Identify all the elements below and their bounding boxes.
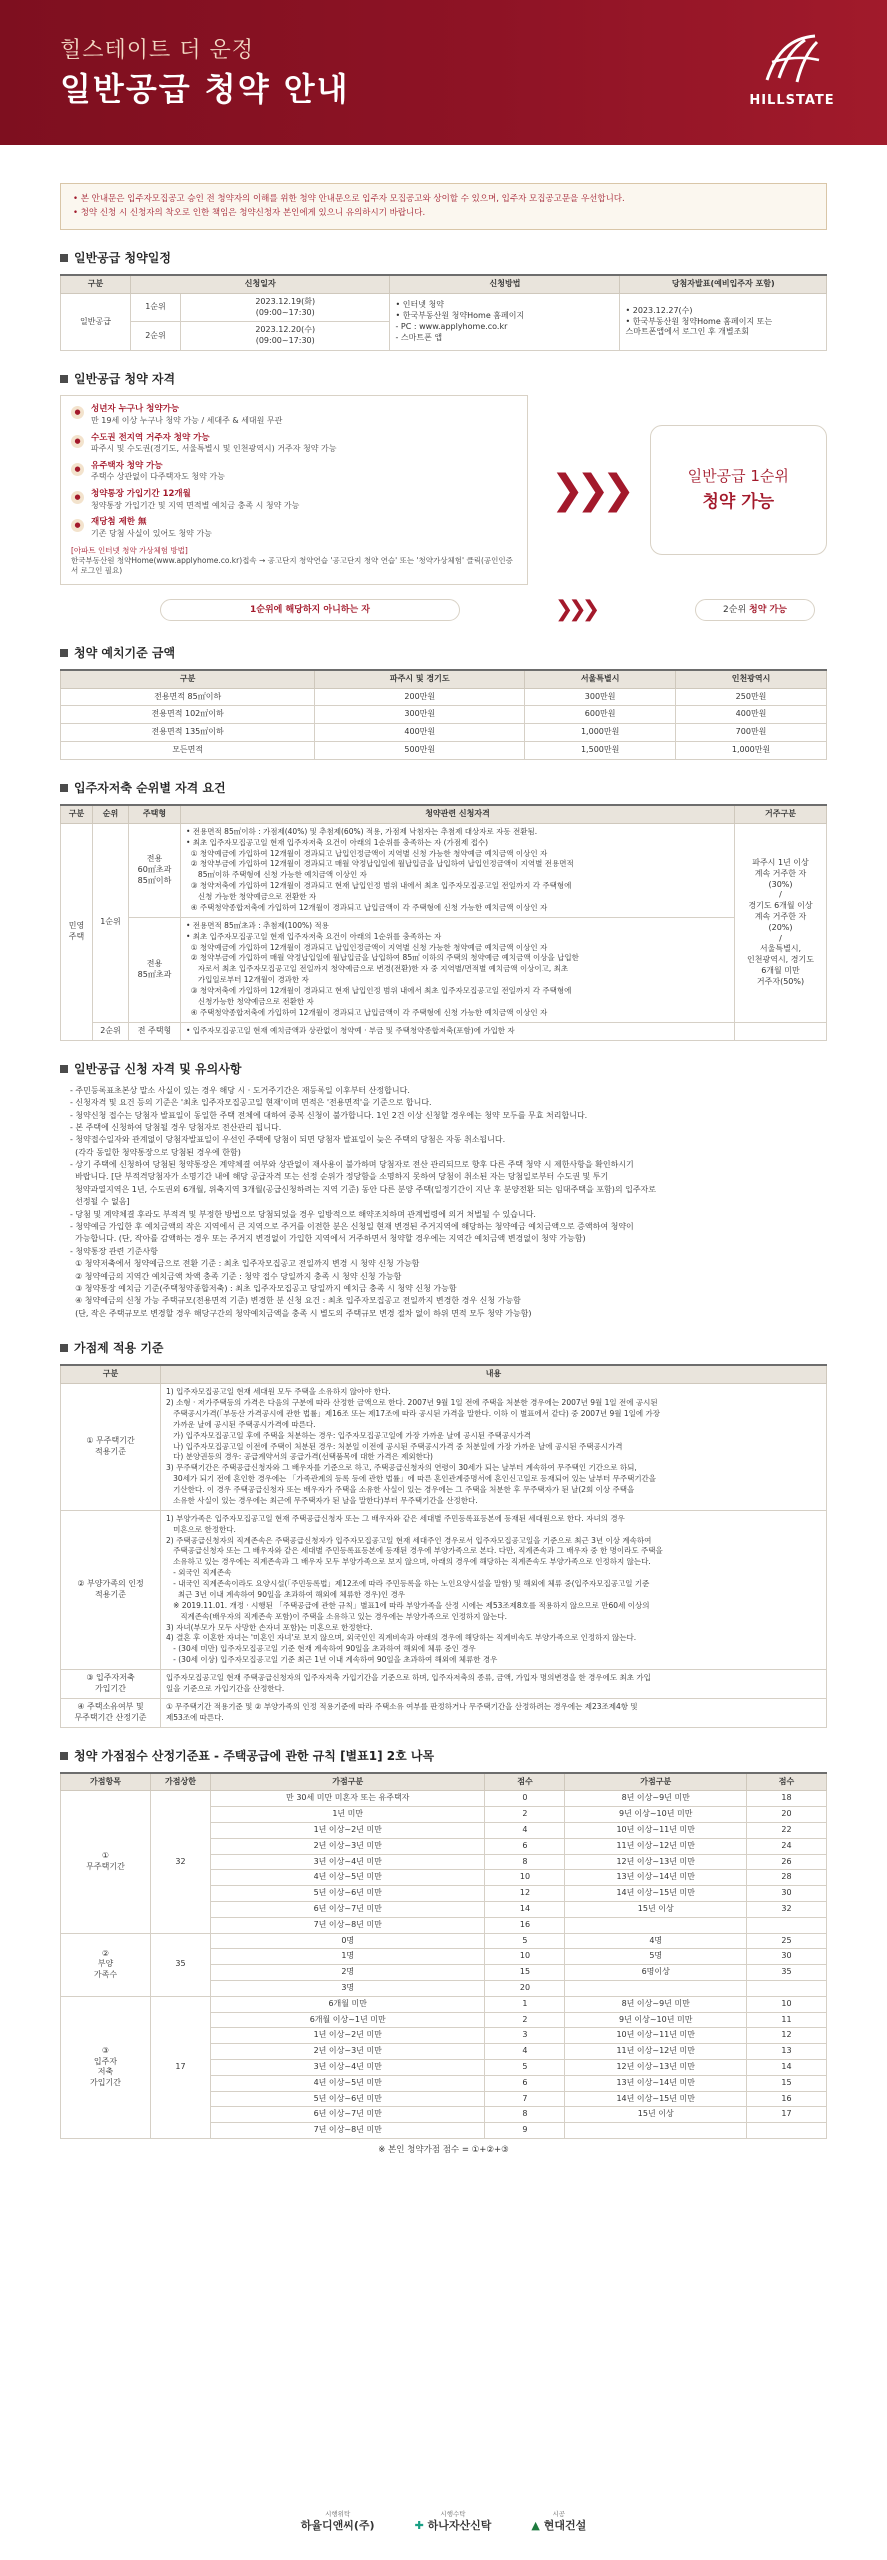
score-table-section: [60, 1748, 827, 2157]
section-title: 입주자저축 순위별 자격 요건: [60, 780, 827, 796]
table-cell: 3명: [211, 1981, 485, 1997]
notice-line: • 청약 신청 시 신청자의 착오로 인한 책임은 청약신청자 본인에게 있으니 유의하시기 바랍니다.: [73, 208, 426, 219]
footer-company: 시행위탁 하율디앤씨(주): [300, 2510, 375, 2532]
table-cell: 2순위: [131, 322, 181, 351]
table-cell: 3년 이상~4년 미만: [211, 1854, 485, 1870]
table-row: 민영 주택 1순위 전용 60㎡초과 85㎡이하 • 전용면적 85㎡이하 : 가점제(40%) 및 추첨제(60%) 적용, 가점제 낙첨자는 추첨제 대상자로 자동 전환됨. • 최초 입주자모집공고일 현재 입주자저축 요건이 아래의 1순위를 충족하는 자 (가점제 접수) ① 청약예금에 가입하여 12개월이 경과되고 납입인정금액이 지역별 신청 가능한 청약예금 예치금액 이상인 자 ② 청약부금에 가입하여 12개월이 경과되고 매월 약정납입일에 월납입금을 납입하여 납입인정금액이 지역별 전용면적 85㎡이하 주택형에 신청 가능한 예치금액 이상인 자 ③ 청약저축에 가입하여 12개월이 경과되고 현재 납입인정 범위 내에서 최초 입주자모집공고일 전일까지 각 주택형에 신청 가능한 청약예금으로 전환한 자 ④ 주택청약종합저축에 가입하여 12개월이 경과되고 납입금액이 각 주택형에 신청 가능한 예치금액 이상인 자 파주시 1년 이상 계속 거주한 자 (30%) / 경기도 6개월 이상 계속 거주한 자 (20%) / 서울특별시, 인천광역시, 경기도 6개월 미만 거주자(50%): [61, 823, 827, 917]
table-header: 점수: [747, 1773, 827, 1791]
location-icon: ●: [71, 435, 84, 448]
caution-section: [60, 1061, 827, 1321]
hillstate-logo: [737, 30, 847, 122]
table-header: 신청일자: [131, 275, 390, 293]
table-header: 순위: [93, 805, 129, 823]
table-cell: 10: [747, 1996, 827, 2012]
section-title: 일반공급 신청 자격 및 유의사항: [60, 1061, 827, 1077]
table-cell: 12년 이상~13년 미만: [565, 1854, 747, 1870]
list-item: 청약과열지역은 1년, 수도권외 6개월, 위축지역 3개월(공급신청하려는 지역 기준) 동안 다른 분양 주택(일정기간이 지난 후 분양전환 되는 임대주택을 포함)의 입주자로: [70, 1184, 657, 1194]
table-cell: 24: [747, 1838, 827, 1854]
qualification-section: [60, 371, 827, 625]
logo-text: HILLSTATE: [749, 93, 835, 108]
score-category: ③ 입주자 저축 가입기간: [61, 1996, 151, 2138]
table-header: 신청방법: [390, 275, 620, 293]
list-item: ● 유주택자 청약 가능 주택수 상관없이 다주택자도 청약 가능: [71, 461, 517, 483]
square-bullet-icon: [60, 254, 68, 262]
table-cell: 9년 이상~10년 미만: [565, 1807, 747, 1823]
square-bullet-icon: [60, 1344, 68, 1352]
table-cell: 11: [747, 2012, 827, 2028]
table-cell: • 2023.12.27(수) • 한국부동산원 청약Home 홈페이지 또는 스마트폰앱에서 로그인 후 개별조회: [620, 293, 827, 350]
table-cell: [565, 1981, 747, 1997]
table-row: ③ 입주자저축 가입기간 입주자모집공고일 현재 주택공급신청자의 입주자저축 가입기간을 기준으로 하며, 입주자저축의 종류, 금액, 가입자 명의변경을 한 경우에도 최초 가입 일을 기준으로 가입기간을 산정한다.: [61, 1670, 827, 1699]
footer: [0, 2510, 887, 2534]
table-cell: 30: [747, 1949, 827, 1965]
list-item: - 본 주택에 신청하여 당첨될 경우 당첨자로 전산관리 됩니다.: [70, 1122, 282, 1132]
table-cell: 7년 이상~8년 미만: [211, 2123, 485, 2139]
table-cell: 5: [485, 2060, 565, 2076]
arrow-right-icon: ❯❯❯: [554, 596, 596, 622]
table-cell: 8년 이상~9년 미만: [565, 1996, 747, 2012]
section-title: 일반공급 청약일정: [60, 250, 827, 266]
table-cell: 12년 이상~13년 미만: [565, 2060, 747, 2076]
table-cell: 5년 이상~6년 미만: [211, 2091, 485, 2107]
table-cell: 15: [747, 2075, 827, 2091]
score-cap: 32: [151, 1791, 211, 1933]
table-header: 주택형: [129, 805, 181, 823]
list-item: - 청약접수일자와 관계없이 당첨자발표일이 우선인 주택에 당첨이 되면 당첨자 발표일이 늦은 주택의 당첨은 자동 취소됩니다.: [70, 1135, 506, 1145]
table-cell: 1명: [211, 1949, 485, 1965]
table-cell: 2: [485, 1807, 565, 1823]
caution-list: [60, 1085, 827, 1320]
table-header: 서울특별시: [525, 670, 676, 688]
table-row: [61, 1933, 827, 1949]
list-item: ④ 청약예금의 신청 가능 주택규모(전용면적 기준) 변경한 분 신청 요건 : 최초 입주자모집공고 전일까지 변경한 경우 신청 가능함: [70, 1296, 521, 1306]
table-cell: 2023.12.19(화) (09:00~17:30): [181, 293, 390, 322]
list-item: 선정될 수 없음]: [70, 1197, 130, 1207]
table-cell: 11년 이상~12년 미만: [565, 1838, 747, 1854]
second-rank-condition: 1순위에 해당하지 아니하는 자: [160, 599, 460, 621]
score-cap: 17: [151, 1996, 211, 2138]
list-item: ● 재당첨 제한 無 기존 당첨 사실이 있어도 청약 가능: [71, 517, 517, 539]
table-cell: 10년 이상~11년 미만: [565, 1823, 747, 1839]
section-title: 청약 가점점수 산정기준표 - 주택공급에 관한 규칙 [별표1] 2호 나목: [60, 1748, 827, 1764]
section-title: 일반공급 청약 자격: [60, 371, 827, 387]
notice-line: • 본 안내문은 입주자모집공고 승인 전 청약자의 이해를 위한 청약 안내문으로 입주자 모집공고와 상이할 수 있으며, 입주자 모집공고문을 우선합니다.: [73, 194, 625, 204]
score-category: ② 부양 가족수: [61, 1933, 151, 1996]
list-item: (단, 작은 주택규모로 변경할 경우 해당구간의 청약예치금액을 충족 시 별도의 주택규모 변경 절차 없이 하위 면적 모두 청약 가능함): [70, 1308, 532, 1318]
table-cell: 14: [747, 2060, 827, 2076]
table-cell: 17: [747, 2107, 827, 2123]
table-cell: 2023.12.20(수) (09:00~17:30): [181, 322, 390, 351]
table-cell: 7: [485, 2091, 565, 2107]
table-cell: [747, 1981, 827, 1997]
list-item: 가능합니다. (단, 작아를 감액하는 경우 또는 주거지 변경없이 가입한 지역에서 거주하면서 청약할 경우에는 지역간 예치금액 변경없이 청약 가능함): [70, 1234, 586, 1244]
deposit-section: [60, 645, 827, 760]
table-cell: 3: [485, 2028, 565, 2044]
deposit-table: [60, 669, 827, 760]
table-cell: 11년 이상~12년 미만: [565, 2044, 747, 2060]
second-rank-result: 2순위 청약 가능: [695, 599, 815, 621]
table-cell: 14: [485, 1902, 565, 1918]
table-cell: 32: [747, 1902, 827, 1918]
list-item: ● 청약통장 가입기간 12개월 청약통장 가입기간 및 지역 면적별 예치금 충족 시 청약 가능: [71, 489, 517, 511]
table-cell: 4: [485, 2044, 565, 2060]
hana-logo-icon: ✚: [414, 2518, 424, 2532]
footer-company: 시공 ▲ 현대건설: [531, 2510, 587, 2532]
table-cell: 10년 이상~11년 미만: [565, 2028, 747, 2044]
table-cell: [747, 1917, 827, 1933]
rank-requirement-section: [60, 780, 827, 1041]
table-header: 내용: [161, 1365, 827, 1383]
table-cell: • 인터넷 청약 • 한국부동산원 청약Home 홈페이지 - PC : www.applyhome.co.kr - 스마트폰 앱: [390, 293, 620, 350]
page-title: 일반공급 청약 안내: [60, 70, 350, 108]
table-cell: 4년 이상~5년 미만: [211, 1870, 485, 1886]
table-cell: 28: [747, 1870, 827, 1886]
table-cell: 9: [485, 2123, 565, 2139]
table-cell: 0: [485, 1791, 565, 1807]
list-item: - 신청자격 및 요건 등의 기준은 '최초 입주자모집공고일 현재'이며 면적은 '전용면적'을 기준으로 합니다.: [70, 1098, 432, 1108]
table-header: 구분: [61, 1365, 161, 1383]
table-cell: 6년 이상~7년 미만: [211, 2107, 485, 2123]
square-bullet-icon: [60, 1065, 68, 1073]
bankbook-icon: ●: [71, 491, 84, 504]
hillstate-emblem-icon: [757, 30, 827, 88]
table-cell: 22: [747, 1823, 827, 1839]
list-item: - 상기 주택에 신청하여 당첨된 청약통장은 계약체결 여부와 상관없이 재사용이 불가하며 당첨자로 전산 관리되므로 향후 다른 주택 청약 시 제한사항을 확인하시기: [70, 1160, 634, 1170]
point-criteria-table: [60, 1364, 827, 1727]
table-cell: 1: [485, 1996, 565, 2012]
section-title: 가점제 적용 기준: [60, 1340, 827, 1356]
point-criteria-section: [60, 1340, 827, 1727]
rank-requirement-table: [60, 804, 827, 1041]
table-header: 가점항목: [61, 1773, 151, 1791]
list-item: - 당첨 및 계약체결 후라도 부적격 및 부정한 방법으로 당첨되었을 경우 일방적으로 해약조치하며 관계법령에 의거 처벌될 수 있습니다.: [70, 1209, 536, 1219]
square-bullet-icon: [60, 1752, 68, 1760]
table-cell: 18: [747, 1791, 827, 1807]
hyundai-logo-icon: ▲: [531, 2518, 540, 2532]
list-item: - 청약통장 관련 기준사항: [70, 1246, 158, 1256]
table-cell: 35: [747, 1965, 827, 1981]
table-cell: 만 30세 미만 미혼자 또는 유주택자: [211, 1791, 485, 1807]
table-cell: 6: [485, 2075, 565, 2091]
table-cell: 5년 이상~6년 미만: [211, 1886, 485, 1902]
list-item: 바랍니다. [단 부적격당첨자가 소명기간 내에 해당 공급자격 또는 선정 순위가 정당함을 소명하지 못하여 당첨이 취소된 자는 당첨일로부터 수도권 및 투기: [70, 1172, 609, 1182]
qualification-list: [60, 395, 528, 585]
table-header: 가점상한: [151, 1773, 211, 1791]
table-row: 모든면적 500만원 1,500만원 1,000만원: [61, 742, 827, 760]
table-header: 당첨자발표(예비입주자 포함): [620, 275, 827, 293]
table-cell: 6개월 미만: [211, 1996, 485, 2012]
table-cell: 1년 미만: [211, 1807, 485, 1823]
table-cell: 14년 이상~15년 미만: [565, 2091, 747, 2107]
table-header: 구분: [61, 275, 131, 293]
table-row: ① 무주택기간 적용기준 1) 입주자모집공고일 현재 세대원 모두 주택을 소유하지 않아야 한다. 2) 소형 · 저가주택등의 가격은 다음의 구분에 따라 산정한 금액으로 한다. 2007년 9월 1일 전에 주택을 처분한 경우에는 2007년 9월 1일 전에 공시된 주택공시가격(「부동산 가격공시에 관한 법률」제16조 또는 제17조에 따라 공시된 가격을 말한다. 이하 이 별표에서 같다) 중 2007년 9월 1일에 가장 가까운 날에 공시된 주택공시가격에 따른다. 가) 입주자모집공고일 후에 주택을 처분하는 경우: 입주자모집공고일에 가장 가까운 날에 공시된 주택공시가격 나) 입주자모집공고일 이전에 주택이 처분된 경우: 처분일 이전에 공시된 주택공시가격 중 처분일에 가장 가까운 날에 공시된 주택공시가격 다) 분양권등의 경우: 공급계약서의 공급가격(선택품목에 대한 가격은 제외한다) 3) 무주택기간은 주택공급신청자와 그 배우자를 기준으로 하고, 주택공급신청자의 연령이 30세가 되는 날부터 계속하여 무주택인 기간으로 하되, 30세가 되기 전에 혼인한 경우에는 「가족관계의 등록 등에 관한 법률」에 따른 혼인관계증명서에 혼인신고일로 등재되어 있는 날부터 무주택기간을 기산한다. 이 경우 주택공급신청자 또는 배우자가 주택을 소유한 사실이 있는 경우에는 그 주택을 처분한 후 무주택자가 된 날(2회 이상 주택을 소유한 사실이 있는 경우에는 최근에 무주택자가 된 날을 말한다)부터 무주택기간을 산정한다.: [61, 1384, 827, 1511]
table-cell: 9년 이상~10년 미만: [565, 2012, 747, 2028]
table-cell: 30: [747, 1886, 827, 1902]
table-cell: 2년 이상~3년 미만: [211, 1838, 485, 1854]
table-row: [61, 293, 827, 322]
table-cell: 15년 이상: [565, 2107, 747, 2123]
table-cell: 6개월 이상~1년 미만: [211, 2012, 485, 2028]
list-item: ① 청약저축에서 청약예금으로 전환 기준 : 최초 입주자모집공고 전일까지 변경 시 청약 신청 가능함: [70, 1259, 420, 1269]
table-row: 2순위 전 주택형 • 입주자모집공고일 현재 예치금액과 상관없이 청약예 · 부금 및 주택청약종합저축(포함)에 가입한 자: [61, 1022, 827, 1040]
table-cell: 3년 이상~4년 미만: [211, 2060, 485, 2076]
table-header: 가점구분: [565, 1773, 747, 1791]
table-cell: [565, 2123, 747, 2139]
table-header: 인천광역시: [676, 670, 827, 688]
table-cell: 13: [747, 2044, 827, 2060]
table-cell: 13년 이상~14년 미만: [565, 2075, 747, 2091]
table-cell: 0명: [211, 1933, 485, 1949]
score-footnote: ※ 본인 청약가점 점수 = ①+②+③: [378, 2145, 509, 2156]
list-item: ③ 청약통장 예치금 기준(주택청약종합저축) : 최초 입주자모집공고 당일까지 예치금 충족 시 청약 신청 가능함: [70, 1283, 457, 1293]
second-rank-row: [60, 595, 827, 625]
table-header: 점수: [485, 1773, 565, 1791]
table-cell: 25: [747, 1933, 827, 1949]
section-title: 청약 예치기준 금액: [60, 645, 827, 661]
list-item: - 주민등록표초본상 말소 사실이 있는 경우 해당 시 · 도거주기간은 재등록일 이후부터 산정합니다.: [70, 1085, 410, 1095]
table-cell: 4명: [565, 1933, 747, 1949]
header-banner: [0, 0, 887, 145]
notice-box: [60, 183, 827, 230]
table-cell: 2: [485, 2012, 565, 2028]
table-cell: 15년 이상: [565, 1902, 747, 1918]
score-table: [60, 1772, 827, 2139]
check-icon: ●: [71, 519, 84, 532]
table-header: 구분: [61, 805, 93, 823]
table-row: 전용면적 102㎡이하 300만원 600만원 400만원: [61, 706, 827, 724]
table-cell: 13년 이상~14년 미만: [565, 1870, 747, 1886]
table-row: 전용 85㎡초과 • 전용면적 85㎡초과 : 추첨제(100%) 적용 • 최초 입주자모집공고일 현재 입주자저축 요건이 아래의 1순위를 충족하는 자 ① 청약예금에 가입하여 12개월이 경과되고 납입인정금액이 지역별 신청 가능한 청약예금 예치금액 이상인 자 ② 청약부금에 가입하여 매월 약정납입일에 월납입금을 납입하여 85㎡ 이하의 주택의 청약예금 예치금액 이상을 납입한 자로서 최초 입주자모집공고일 전일까지 청약예금으로 변경(전환)한 자 중 지역별/면적별 예치금액 이상이고, 최초 가입일로부터 12개월이 경과한 자 ③ 청약저축에 가입하여 12개월이 경과되고 현재 납입인정 범위 내에서 최초 입주자모집공고일 전일까지 각 주택형에 신청가능한 청약예금으로 전환한 자 ④ 주택청약종합저축에 가입하여 12개월이 경과되고 납입금액이 각 주택형에 신청 가능한 예치금액 이상인 자: [61, 917, 827, 1022]
list-item: (각각 동일한 청약통장으로 당첨된 경우에 한함): [70, 1147, 241, 1157]
table-cell: 12: [485, 1886, 565, 1902]
table-cell: 14년 이상~15년 미만: [565, 1886, 747, 1902]
table-cell: 5명: [565, 1949, 747, 1965]
list-item: - 청약예금 가입한 후 예치금액의 작은 지역에서 큰 지역으로 주거를 이전한 분은 신청일 현재 변경된 주거지역에 해당하는 청약예금 예치금액으로 증액하여 청약이: [70, 1222, 634, 1232]
person-icon: ●: [71, 406, 84, 419]
square-bullet-icon: [60, 375, 68, 383]
table-cell: 1순위: [131, 293, 181, 322]
table-header: 거주구분: [735, 805, 827, 823]
schedule-section: [60, 250, 827, 351]
schedule-table: [60, 274, 827, 351]
table-cell: 20: [747, 1807, 827, 1823]
table-row: 전용면적 135㎡이하 400만원 1,000만원 700만원: [61, 724, 827, 742]
table-cell: 일반공급: [61, 293, 131, 350]
list-item: ● 성년자 누구나 청약가능 만 19세 이상 누구나 청약 가능 / 세대주 & 세대원 무관: [71, 404, 517, 426]
square-bullet-icon: [60, 784, 68, 792]
table-cell: 12: [747, 2028, 827, 2044]
score-cap: 35: [151, 1933, 211, 1996]
table-cell: 8: [485, 2107, 565, 2123]
table-cell: 2명: [211, 1965, 485, 1981]
table-cell: [747, 2123, 827, 2139]
arrow-right-icon: ❯❯❯: [550, 467, 628, 514]
list-item: ② 청약예금의 지역간 예치금액 차액 충족 기준 : 청약 접수 당일까지 충족 시 청약 신청 가능함: [70, 1271, 402, 1281]
table-header: 구분: [61, 670, 315, 688]
table-cell: 5: [485, 1933, 565, 1949]
list-item: - 청약신청 접수는 당첨자 발표일이 동일한 주택 전체에 대하여 중복 신청이 불가합니다. 1인 2건 이상 신청할 경우에는 청약 모두를 무효 처리합니다.: [70, 1110, 588, 1120]
virtual-trial-desc: 한국부동산원 청약Home(www.applyhome.co.kr)접속 → 공고단지 청약연습 '공고단지 청약 연습' 또는 '청약가상체험' 클릭(공인인증서 로그인 필요): [71, 555, 513, 575]
table-header: 가점구분: [211, 1773, 485, 1791]
table-row: ④ 주택소유여부 및 무주택기간 산정기준 ① 무주택기간 적용기준 및 ② 부양가족의 인정 적용기준에 따라 주택소유 여부를 판정하거나 무주택기간을 산정하려는 경우에는 제23조제4항 및 제53조에 따른다.: [61, 1698, 827, 1727]
virtual-trial-title: [아파트 인터넷 청약 가상체험 방법]: [71, 545, 188, 555]
square-bullet-icon: [60, 649, 68, 657]
table-cell: 6년 이상~7년 미만: [211, 1902, 485, 1918]
table-row: 전용면적 85㎡이하 200만원 300만원 250만원: [61, 688, 827, 706]
table-cell: 2년 이상~3년 미만: [211, 2044, 485, 2060]
table-cell: [565, 1917, 747, 1933]
table-cell: 6: [485, 1838, 565, 1854]
table-row: [61, 1791, 827, 1807]
table-header: 청약관련 신청자격: [181, 805, 735, 823]
table-cell: 16: [485, 1917, 565, 1933]
table-cell: 15: [485, 1965, 565, 1981]
table-cell: 1년 이상~2년 미만: [211, 1823, 485, 1839]
table-header: 파주시 및 경기도: [315, 670, 525, 688]
table-row: [61, 1996, 827, 2012]
table-cell: 7년 이상~8년 미만: [211, 1917, 485, 1933]
result-box: 일반공급 1순위 청약 가능: [650, 425, 827, 555]
table-cell: 8년 이상~9년 미만: [565, 1791, 747, 1807]
table-cell: 20: [485, 1981, 565, 1997]
score-category: ① 무주택기간: [61, 1791, 151, 1933]
list-item: ● 수도권 전지역 거주자 청약 가능 파주시 및 수도권(경기도, 서울특별시 및 인천광역시) 거주자 청약 가능: [71, 433, 517, 455]
table-cell: 8: [485, 1854, 565, 1870]
table-cell: 10: [485, 1949, 565, 1965]
table-cell: 1년 이상~2년 미만: [211, 2028, 485, 2044]
complex-name: 힐스테이트 더 운정: [60, 38, 255, 63]
footer-company: 시행수탁 ✚ 하나자산신탁: [414, 2510, 492, 2532]
house-icon: ●: [71, 463, 84, 476]
table-cell: 4년 이상~5년 미만: [211, 2075, 485, 2091]
table-cell: 4: [485, 1823, 565, 1839]
table-cell: 16: [747, 2091, 827, 2107]
table-row: ② 부양가족의 인정 적용기준 1) 부양가족은 입주자모집공고일 현재 주택공급신청자 또는 그 배우자와 같은 세대별 주민등록표등본에 등재된 세대원으로 한다. 자녀의 경우 미혼으로 한정한다. 2) 주택공급신청자의 직계존속은 주택공급신청자가 입주자모집공고일 현재 세대주인 경우로서 입주자모집공고일을 기준으로 최근 3년 이상 계속하여 주택공급신청자 또는 그 배우자와 같은 세대별 주민등록표등본에 등재된 경우에 부양가족으로 본다. 다만, 직계존속과 그 배우자 중 한 명이라도 주택을 소유하고 있는 경우에는 직계존속과 그 배우자 모두 부양가족으로 보지 않으며, 아래의 경우에 해당하는 직계존속도 부양가족으로 인정하지 않는다. - 외국인 직계존속 - 내국인 직계존속이라도 요양시설(「주민등록법」제12조에 따라 주민등록을 하는 노인요양시설을 말함) 및 해외에 체류 중(입주자모집공고일 기준 최근 3년 이내 계속하여 90일을 초과하여 해외에 체류한 경우)인 경우 ※ 2019.11.01. 개정 · 시행된 「주택공급에 관한 규칙」별표1에 따라 부양가족을 산정 시에는 제53조제8호를 적용하지 않으므로 만60세 이상의 직계존속(배우자의 직계존속 포함)이 주택을 소유하고 있는 경우에는 부양가족으로 인정하지 않는다. 3) 자녀(부모가 모두 사망한 손자녀 포함)는 미혼으로 한정한다. 4) 결혼 후 이혼한 자녀는 '미혼인 자녀'로 보지 않으며, 외국인인 직계비속과 아래의 경우에 해당하는 직계비속도 부양가족으로 인정하지 않는다. - (30세 미만) 입주자모집공고일 기준 현재 계속하여 90일을 초과하여 해외에 체류 중인 경우 - (30세 이상) 입주자모집공고일 기준 최근 1년 이내 계속하여 90일을 초과하여 해외에 체류한 경우: [61, 1510, 827, 1669]
table-cell: 26: [747, 1854, 827, 1870]
table-cell: 6명이상: [565, 1965, 747, 1981]
table-cell: 10: [485, 1870, 565, 1886]
